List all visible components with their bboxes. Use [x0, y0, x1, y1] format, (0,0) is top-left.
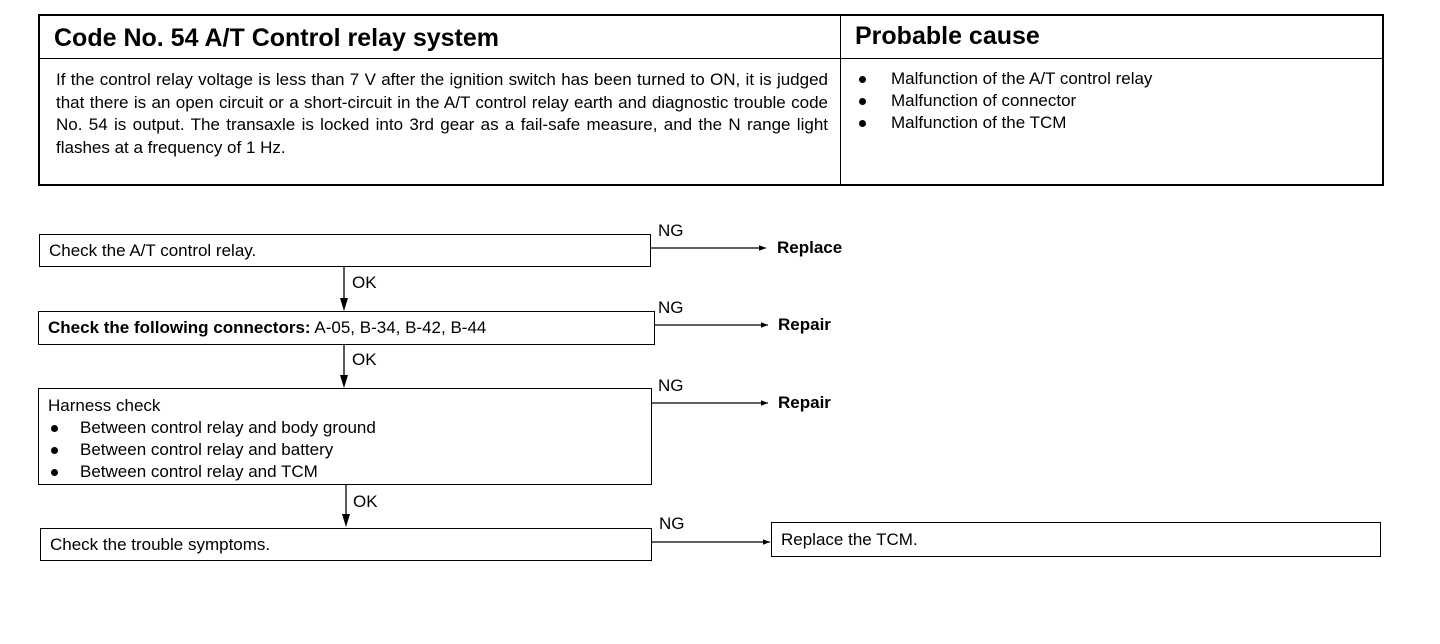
result-replace: Replace: [777, 238, 843, 257]
code-title: Code No. 54 A/T Control relay system: [54, 24, 500, 52]
harness-check-list: [48, 417, 376, 483]
step-check-control-relay: [39, 234, 651, 267]
harness-check-title: Harness check: [48, 396, 161, 415]
ng-label-1: NG: [658, 221, 684, 240]
result-replace-tcm-text: Replace the TCM.: [781, 530, 918, 549]
result-repair-1: Repair: [778, 315, 831, 334]
bullet-icon: [51, 447, 58, 454]
step-check-connectors: [38, 311, 655, 345]
harness-check-content: [48, 395, 376, 483]
harness-item: [48, 461, 376, 483]
bullet-icon: [51, 425, 58, 432]
harness-item: [48, 417, 376, 439]
step-2-text-rest: A-05, B-34, B-42, B-44: [310, 318, 487, 337]
ok-arrowhead-2: [340, 375, 348, 388]
ng-label-4: NG: [659, 514, 685, 533]
step-2-text: [48, 317, 486, 339]
result-repair-2: Repair: [778, 393, 831, 412]
step-4-text: Check the trouble symptoms.: [50, 535, 271, 554]
harness-item: [48, 439, 376, 461]
step-1-text: Check the A/T control relay.: [49, 241, 257, 260]
harness-item-text: Between control relay and body ground: [80, 418, 376, 437]
harness-item-text: Between control relay and TCM: [80, 462, 318, 481]
probable-cause-title: Probable cause: [855, 22, 1040, 50]
cause-item-text: Malfunction of connector: [891, 91, 1077, 110]
ok-arrowhead-3: [342, 514, 350, 527]
cause-item-text: Malfunction of the A/T control relay: [891, 69, 1153, 88]
step-check-trouble-symptoms: [40, 528, 652, 561]
ng-label-3: NG: [658, 376, 684, 395]
ok-label-3: OK: [353, 492, 378, 511]
ok-label-1: OK: [352, 273, 377, 292]
step-2-text-bold: Check the following connectors:: [48, 318, 311, 337]
bullet-icon: [51, 469, 58, 476]
cause-item-text: Malfunction of the TCM: [891, 113, 1067, 132]
ok-arrowhead-1: [340, 298, 348, 311]
ng-label-2: NG: [658, 298, 684, 317]
harness-item-text: Between control relay and battery: [80, 440, 334, 459]
step-harness-check: [38, 388, 652, 485]
ok-label-2: OK: [352, 350, 377, 369]
code-description: If the control relay voltage is less than 7 V after the ignition switch has been turned to ON, it is judged that there is an open circuit or a short-circuit in the A/T control relay earth and diagnostic trouble code No. 54 is output. The transaxle is locked into 3rd gear as a fail-safe measure, and the N range light flashes at a frequency of 1 Hz.: [56, 70, 828, 157]
result-replace-tcm-box: [771, 522, 1381, 557]
